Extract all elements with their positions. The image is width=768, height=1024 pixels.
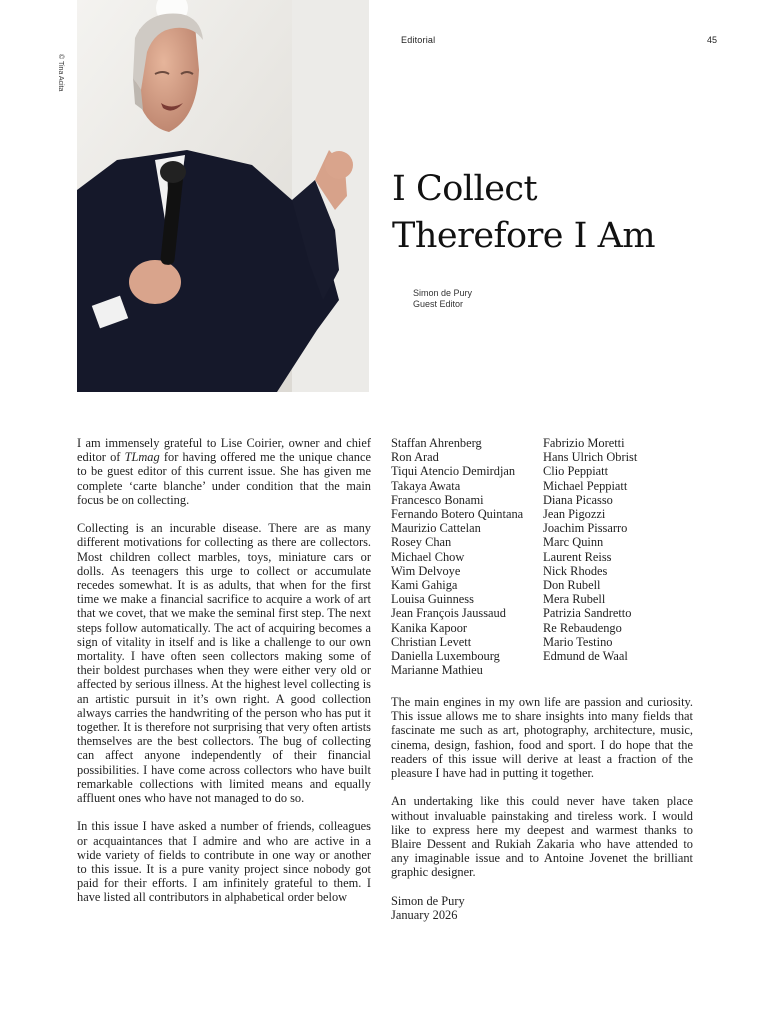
contributor-name: Kami Gahiga bbox=[391, 578, 458, 593]
contributor-name: Marc Quinn bbox=[543, 535, 604, 550]
contributor-name: Jean Pigozzi bbox=[543, 507, 606, 522]
contributor-name: Laurent Reiss bbox=[543, 549, 612, 564]
paragraph-contributors-intro: In this issue I have asked a number of friends, colleagues or acquaintances that I admire and who are active in a wide variety of fields to contribute in one way or another to this issue. It is a pure vanity project since nobody got paid for their efforts. I am infinitely grateful to them. I have listed all contributors in alphabetical order below bbox=[77, 819, 371, 905]
contributor-name: Jean François Jaussaud bbox=[391, 606, 506, 621]
author-role: Guest Editor bbox=[413, 299, 464, 309]
paragraph-thanks: An undertaking like this could never have taken place without invaluable painstaking and tireless work. I would like to express here my deepest and warmest thanks to Blaire Dessent and Rukiah Zakaria who have attended to any imaginable issue and to Antoine Jovenet the brilliant graphic designer. bbox=[391, 794, 693, 880]
contributor-name: Michael Chow bbox=[391, 549, 465, 564]
body-column-left bbox=[77, 436, 371, 919]
contributor-name: Staffan Ahrenberg bbox=[391, 436, 482, 450]
contributor-name: Rosey Chan bbox=[391, 535, 452, 550]
contributor-name: Louisa Guinness bbox=[391, 592, 474, 607]
contributor-name: Hans Ulrich Obrist bbox=[543, 450, 638, 465]
title-line-1: I Collect bbox=[392, 169, 538, 209]
section-label: Editorial bbox=[401, 35, 436, 45]
contributor-name: Ron Arad bbox=[391, 450, 439, 465]
body-column-right bbox=[391, 695, 693, 922]
contributor-name: Tiqui Atencio Demirdjan bbox=[391, 464, 516, 479]
contributor-name: Mera Rubell bbox=[543, 592, 606, 607]
contributor-name: Patrizia Sandretto bbox=[543, 606, 632, 621]
photo-credit: © Tina Acita bbox=[57, 54, 64, 92]
contributor-name: Re Rebaudengo bbox=[543, 620, 622, 635]
paragraph-collecting: Collecting is an incurable disease. There are as many different motivations for collecting as there are collectors. Most children collect marbles, toys, miniature cars or dolls. As teenagers this urge to collect or accumulate recedes somewhat. It is as adults, that when for the first time we make a financial sacrifice to acquire a work of art that we covet, that we make the seminal first step. The next steps follow automatically. The act of acquiring becomes a sign of vitality in itself and is like a challenge to our own mortality. I have often seen collectors making some of their boldest purchases when they were either very old or affected by serious illness. At the highest level collecting is an artistic pursuit in it’s own right. A good collection always carries the handwriting of the person who has put it together. It is therefore not surprising that very often artists themselves are the best collectors. The bug of collecting can affect anyone independently of their financial possibilities. I have come across collectors who have built remarkable collections with limited means and equally affluent ones who have not managed to do so. bbox=[77, 521, 371, 806]
signature-date: January 2026 bbox=[391, 908, 458, 923]
contributors-list-right bbox=[543, 436, 693, 663]
byline bbox=[413, 288, 472, 310]
contributor-name: Marianne Mathieu bbox=[391, 663, 483, 678]
title-line-2: Therefore I Am bbox=[392, 216, 656, 256]
contributor-name: Michael Peppiatt bbox=[543, 478, 628, 493]
contributor-name: Diana Picasso bbox=[543, 492, 613, 507]
contributor-name: Edmund de Waal bbox=[543, 649, 628, 664]
contributor-name: Clio Peppiatt bbox=[543, 464, 609, 479]
paragraph-intro bbox=[77, 436, 371, 507]
contributor-name: Joachim Pissarro bbox=[543, 521, 628, 536]
contributor-name: Francesco Bonami bbox=[391, 492, 484, 507]
portrait-illustration bbox=[77, 0, 369, 392]
signature-name: Simon de Pury bbox=[391, 893, 465, 908]
contributors-list-left bbox=[391, 436, 541, 677]
contributor-name: Fabrizio Moretti bbox=[543, 436, 625, 450]
page-number: 45 bbox=[707, 35, 718, 45]
portrait-photo bbox=[77, 0, 369, 392]
contributor-name: Wim Delvoye bbox=[391, 563, 461, 578]
contributor-name: Nick Rhodes bbox=[543, 563, 608, 578]
contributor-name: Mario Testino bbox=[543, 634, 613, 649]
contributor-name: Daniella Luxembourg bbox=[391, 649, 500, 664]
contributor-name: Maurizio Cattelan bbox=[391, 521, 481, 536]
paragraph-intro-end: for having offered me the unique chance to be guest editor of this current issue. She has given me complete ‘carte blanche’ under condition that the main focus be on collecting. bbox=[77, 450, 371, 507]
contributor-name: Takaya Awata bbox=[391, 478, 461, 493]
contributor-name: Christian Levett bbox=[391, 634, 472, 649]
magazine-name: TLmag bbox=[124, 450, 160, 465]
paragraph-passion: The main engines in my own life are passion and curiosity. This issue allows me to share insights into many fields that fascinate me such as art, photography, architecture, music, cinema, design, fashion, food and sport. I do hope that the readers of this issue will derive at least a fraction of the pleasure I have had in putting it together. bbox=[391, 695, 693, 781]
paragraph-intro-start: I am immensely grateful to Lise Coirier, owner and chief editor of bbox=[77, 436, 371, 465]
contributor-name: Don Rubell bbox=[543, 578, 601, 593]
author-name: Simon de Pury bbox=[413, 288, 473, 298]
contributor-name: Kanika Kapoor bbox=[391, 620, 468, 635]
signature bbox=[391, 894, 693, 922]
contributor-name: Fernando Botero Quintana bbox=[391, 507, 524, 522]
article-title bbox=[392, 166, 732, 260]
